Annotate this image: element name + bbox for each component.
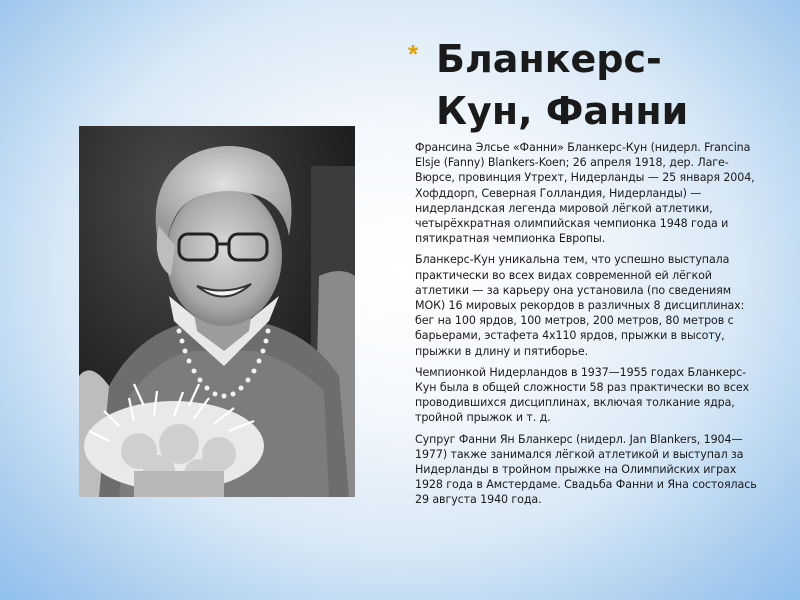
- paragraph-husband: Супруг Фанни Ян Бланкерс (нидерл. Jan Blankers, 1904—1977) также занимался лёгкой атлетикой и выступал за Нидерланды в тройном прыжке на Олимпийских играх 1928 года в Амстердаме. Свадьба Фанни и Яна состоялась 29 августа 1940 года.: [415, 432, 757, 507]
- portrait-photo: [79, 126, 355, 497]
- paragraph-biography: Франсина Элсье «Фанни» Бланкерс-Кун (нидерл. Francina Elsje (Fanny) Blankers-Koen; 26 апреля 1918, дер. Лаге-Вюрсе, провинция Утрехт, Нидерланды — 25 января 2004, Хофддорп, Северная Голландия, Нидерланды) — нидерландская легенда мировой лёгкой атлетики, четырёхкратная олимпийская чемпионка 1948 года и пятикратная чемпионка Европы.: [415, 141, 755, 246]
- paragraph-championships: Чемпионкой Нидерландов в 1937—1955 годах Бланкерс-Кун была в общей сложности 58 раз практически во всех проводившихся дисциплинах, включая толкание ядра, тройной прыжок и т. д.: [415, 365, 750, 425]
- slide-title: Бланкерс-Кун, Фанни: [436, 37, 689, 133]
- body-text: [415, 140, 760, 514]
- paragraph-records: Бланкерс-Кун уникальна тем, что успешно выступала практически во всех видах современной ей лёгкой атлетики — за карьеру она установила (по сведениям МОК) 16 мировых рекордов в различных 8 дисциплинах: бег на 100 ярдов, 100 метров, 200 метров, 80 метров с барьерами, эстафета 4х110 ярдов, прыжки в высоту, прыжки в длину и пятиборье.: [415, 253, 745, 358]
- title-bullet: *: [408, 39, 419, 69]
